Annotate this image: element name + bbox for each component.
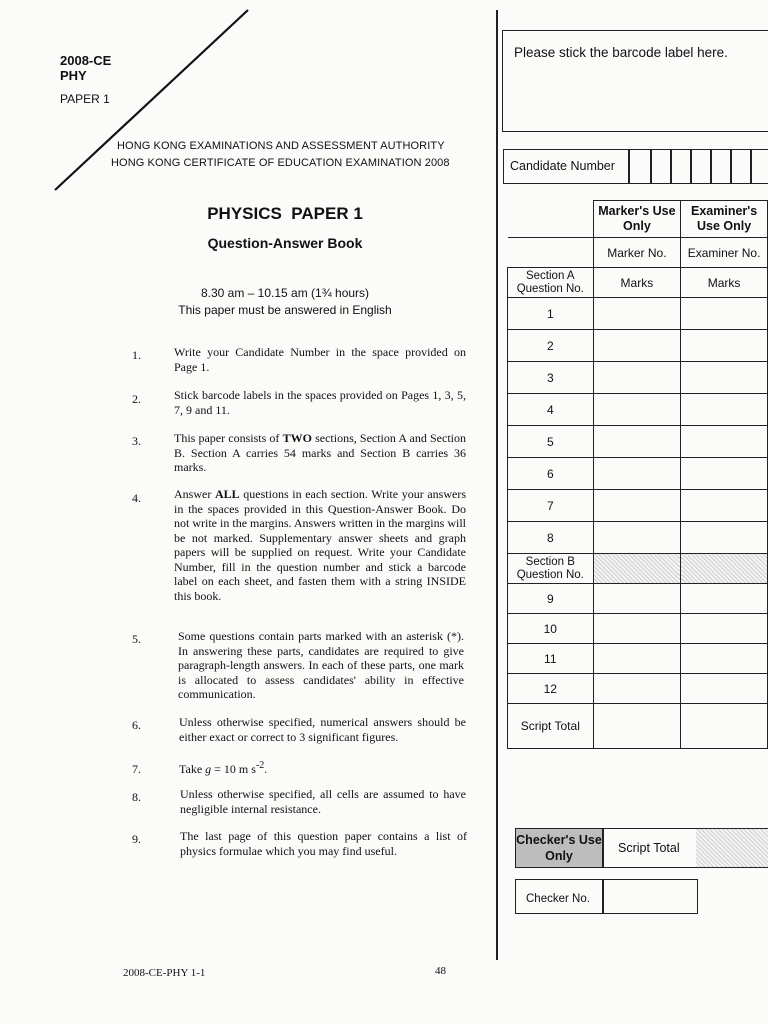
marks-header: Marks [593,268,681,298]
markers-use-header: Marker's Use Only [593,201,681,238]
marks-cell[interactable] [681,614,768,644]
section-a-label: Section A Question No. [508,268,594,298]
marks-cell[interactable] [593,330,681,362]
marks-cell[interactable] [593,644,681,674]
checker-no-box [515,879,698,914]
marks-cell[interactable] [681,490,768,522]
checker-box [515,828,768,868]
marks-cell[interactable] [593,614,681,644]
question-number: 4 [508,394,594,426]
instruction-text: Write your Candidate Number in the space provided on Page 1. [174,345,466,374]
instruction-number: 3. [132,434,141,448]
marking-table [507,200,768,749]
exam-time: 8.30 am – 10.15 am (1¾ hours) [200,286,370,300]
instruction-number: 2. [132,392,141,406]
instruction-number: 4. [132,491,141,505]
question-number: 11 [508,644,594,674]
marks-cell[interactable] [593,584,681,614]
question-number: 9 [508,584,594,614]
page-divider [496,10,498,960]
instruction-text: Stick barcode labels in the spaces provided on Pages 1, 3, 5, 7, 9 and 11. [174,388,466,417]
instruction-text: Take g = 10 m $s^{-2}$. [179,760,268,776]
instruction-number: 6. [132,718,141,732]
paper-title: PHYSICS PAPER 1 [207,204,363,223]
time-language [120,285,450,319]
marks-cell[interactable] [593,426,681,458]
script-total-label: Script Total [508,704,594,749]
instruction-text: The last page of this question paper contains a list of physics formulae which you may find useful. [180,829,467,858]
question-number: 2 [508,330,594,362]
exam-name: HONG KONG CERTIFICATE OF EDUCATION EXAMINATION 2008 [111,157,450,169]
examiners-use-header: Examiner's Use Only [681,201,768,238]
marks-cell[interactable] [681,584,768,614]
checker-total-cell [696,829,768,867]
question-number: 5 [508,426,594,458]
marks-cell[interactable] [593,704,681,749]
marks-cell[interactable] [593,298,681,330]
instruction-number: 8. [132,790,141,804]
instruction-text: Unless otherwise specified, all cells are assumed to have negligible internal resistance. [180,787,466,816]
shaded-cell [681,554,768,584]
question-number: 1 [508,298,594,330]
marks-cell[interactable] [681,394,768,426]
instruction-number: 7. [132,762,141,776]
instruction-number: 1. [132,348,141,362]
exam-code-year: 2008-CE [60,53,112,68]
question-number: 7 [508,490,594,522]
examiner-no-label: Examiner No. [681,238,768,268]
question-number: 8 [508,522,594,554]
barcode-label: Please stick the barcode label here. [514,45,728,60]
instruction-number: 5. [132,632,141,646]
marks-cell[interactable] [593,522,681,554]
marks-cell[interactable] [681,644,768,674]
question-number: 10 [508,614,594,644]
checker-script-total-label: Script Total [618,841,680,855]
marks-cell[interactable] [681,426,768,458]
shaded-cell [593,554,681,584]
instruction-number: 9. [132,832,141,846]
marks-cell[interactable] [593,362,681,394]
candidate-number-label: Candidate Number [510,159,615,173]
instruction-text: Some questions contain parts marked with an asterisk (*). In answering these parts, candidates are required to give paragraph-length answers. In each of these parts, one mark is allocated to assess candidates' ability in effective communication. [178,629,464,701]
marks-cell[interactable] [593,674,681,704]
language-note: This paper must be answered in English [178,303,392,317]
paper-label: PAPER 1 [60,92,110,106]
question-number: 6 [508,458,594,490]
marks-cell[interactable] [593,458,681,490]
authority-name: HONG KONG EXAMINATIONS AND ASSESSMENT AUTHORITY [117,140,445,152]
question-number: 3 [508,362,594,394]
marks-cell[interactable] [681,674,768,704]
barcode-box [502,30,768,132]
footer-code: 2008-CE-PHY 1-1 [123,967,206,979]
checkers-use-label: Checker's Use Only [516,829,602,867]
marks-cell[interactable] [681,330,768,362]
marks-cell[interactable] [681,362,768,394]
paper-subtitle: Question-Answer Book [207,235,363,251]
marker-no-label: Marker No. [593,238,681,268]
marks-cell[interactable] [593,394,681,426]
subject-code: PHY [60,68,87,83]
page-number: 48 [435,965,446,977]
instruction-text: Unless otherwise specified, numerical answers should be either exact or correct to 3 significant figures. [179,715,466,744]
marks-cell[interactable] [681,522,768,554]
question-number: 12 [508,674,594,704]
marks-cell[interactable] [681,704,768,749]
candidate-number-box [503,149,768,184]
authority-block [111,138,450,172]
marks-header: Marks [681,268,768,298]
checker-no-label: Checker No. [526,893,590,905]
instruction-text: Answer ALL questions in each section. Write your answers in the spaces provided in this Question-Answer Book. Do not write in the margins. Answers written in the margins will be not marked. Supplementary answer sheets and graph papers will be supplied on request. Write your Candidate Number, fill in the question number and stick a barcode label on each sheet, and fasten them with a string INSIDE this book. [174,487,467,603]
marks-cell[interactable] [681,298,768,330]
section-b-label: Section B Question No. [508,554,594,584]
marks-cell[interactable] [681,458,768,490]
instruction-text: This paper consists of TWO sections, Section A and Section B. Section A carries 54 marks and Section B carries 36 marks. [174,431,467,474]
marks-cell[interactable] [593,490,681,522]
